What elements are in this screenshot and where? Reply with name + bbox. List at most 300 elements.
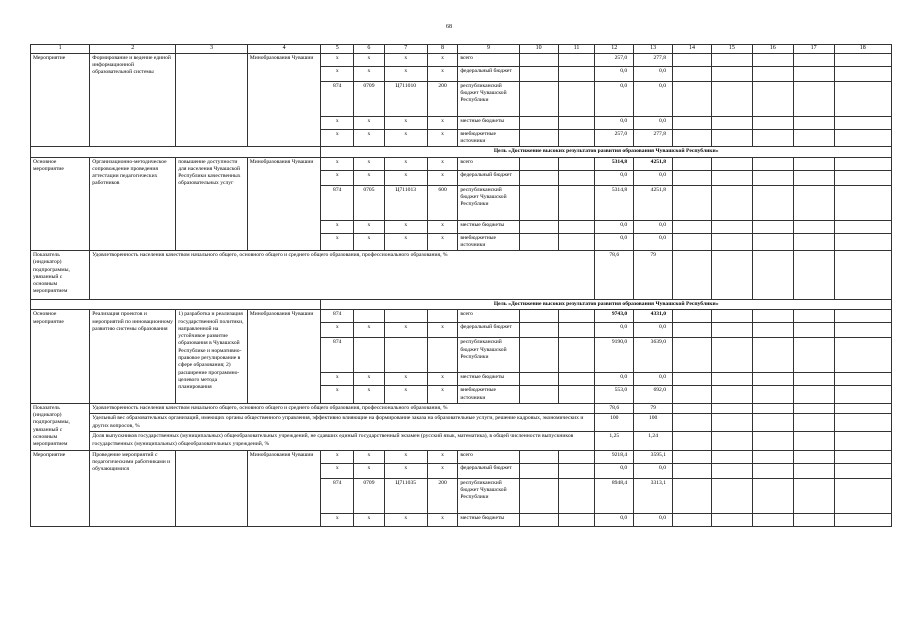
funding-source: республиканский бюджет Чувашской Республики [458, 478, 519, 513]
grbs-code: x [321, 463, 354, 478]
funding-source: местные бюджеты [458, 220, 519, 233]
expense-type-code: x [427, 450, 458, 463]
responsible-executor: Минобразования Чувашии [247, 157, 321, 251]
empty-cell [711, 403, 752, 414]
target-article-code: x [384, 233, 427, 251]
empty-cell [793, 251, 834, 300]
amount-col-13: 0,0 [634, 373, 673, 386]
empty-cell [673, 220, 712, 233]
indicator-value-13: 100 [634, 414, 673, 432]
amount-col-12: 0,0 [595, 463, 634, 478]
indicator-value-13: 79 [634, 403, 673, 414]
empty-cell [519, 463, 558, 478]
expense-type-code: x [427, 170, 458, 185]
empty-cell [558, 463, 595, 478]
section-code [354, 310, 385, 323]
empty-cell [752, 66, 793, 81]
column-number-cell: 11 [558, 45, 595, 54]
empty-cell [711, 414, 752, 432]
empty-cell [711, 251, 752, 300]
amount-col-12: 0,0 [595, 220, 634, 233]
column-number-cell: 15 [711, 45, 752, 54]
empty-cell [558, 338, 595, 373]
target-article-code: x [384, 220, 427, 233]
amount-col-12: 553,0 [595, 386, 634, 404]
empty-cell [711, 450, 752, 463]
budget-table [30, 44, 892, 527]
target-article-code: x [384, 463, 427, 478]
target-article-code: x [384, 513, 427, 526]
empty-cell [834, 66, 891, 81]
funding-source: всего [458, 53, 519, 66]
empty-cell [793, 463, 834, 478]
column-number-cell: 14 [673, 45, 712, 54]
amount-col-12: 9218,4 [595, 450, 634, 463]
empty-cell [834, 478, 891, 513]
empty-cell [673, 233, 712, 251]
empty-cell [752, 432, 793, 450]
empty-cell [558, 81, 595, 116]
empty-cell [834, 338, 891, 373]
empty-cell [752, 338, 793, 373]
expense-type-code: x [427, 463, 458, 478]
amount-col-12: 5314,8 [595, 185, 634, 220]
page-number: 68 [446, 24, 452, 30]
empty-cell [793, 323, 834, 338]
empty-cell [793, 373, 834, 386]
empty-cell [673, 129, 712, 147]
empty-cell [793, 116, 834, 129]
amount-col-12: 0,0 [595, 66, 634, 81]
activity-type: Основное мероприятие [31, 310, 90, 404]
target-article-code [384, 338, 427, 373]
empty-cell [519, 129, 558, 147]
target-article-code: Ц711013 [384, 185, 427, 220]
column-number-cell: 10 [519, 45, 558, 54]
empty-cell [558, 478, 595, 513]
amount-col-12: 0,0 [595, 170, 634, 185]
grbs-code: x [321, 323, 354, 338]
empty-cell [711, 432, 752, 450]
empty-cell [793, 220, 834, 233]
amount-col-13: 3313,1 [634, 478, 673, 513]
empty-cell [673, 66, 712, 81]
amount-col-12: 9190,0 [595, 338, 634, 373]
grbs-code: x [321, 386, 354, 404]
indicator-text: Удовлетворенность населения качеством начального общего, основного общего и среднего общего образования, профессионального образования, % [90, 251, 595, 300]
amount-col-13: 0,0 [634, 81, 673, 116]
empty-cell [793, 81, 834, 116]
target-article-code: x [384, 66, 427, 81]
empty-cell [752, 513, 793, 526]
empty-cell [834, 170, 891, 185]
indicator-text: Удовлетворенность населения качеством начального общего, основного общего и среднего общего образования, профессионального образования, % [90, 403, 595, 414]
target-article-code: x [384, 323, 427, 338]
expense-type-code: x [427, 233, 458, 251]
empty-cell [793, 66, 834, 81]
empty-cell [834, 129, 891, 147]
empty-cell [711, 373, 752, 386]
empty-cell [793, 185, 834, 220]
column-number-cell: 1 [31, 45, 90, 54]
empty-cell [673, 323, 712, 338]
empty-cell [793, 338, 834, 373]
amount-col-13: 4251,8 [634, 157, 673, 170]
responsible-executor: Минобразования Чувашии [247, 310, 321, 404]
empty-cell [673, 403, 712, 414]
column-number-cell: 17 [793, 45, 834, 54]
column-number-cell: 2 [90, 45, 176, 54]
empty-cell [558, 386, 595, 404]
empty-cell [519, 220, 558, 233]
amount-col-13: 0,0 [634, 513, 673, 526]
section-code: 0709 [354, 478, 385, 513]
empty-cell [519, 338, 558, 373]
empty-cell [673, 310, 712, 323]
empty-cell [752, 53, 793, 66]
empty-cell [673, 251, 712, 300]
amount-col-12: 257,0 [595, 53, 634, 66]
funding-source: местные бюджеты [458, 513, 519, 526]
empty-cell [752, 116, 793, 129]
section-code: x [354, 170, 385, 185]
empty-cell [558, 185, 595, 220]
section-code: x [354, 157, 385, 170]
expense-type-code: x [427, 386, 458, 404]
empty-cell [834, 251, 891, 300]
empty-cell [752, 323, 793, 338]
empty-cell [834, 414, 891, 432]
budget-line-row [31, 53, 892, 66]
indicator-value-12: 78,6 [595, 251, 634, 300]
empty-cell [673, 170, 712, 185]
column-number-cell: 16 [752, 45, 793, 54]
target-article-code: x [384, 450, 427, 463]
empty-cell [711, 116, 752, 129]
amount-col-12: 0,0 [595, 81, 634, 116]
indicator-label: Показатель (индикатор) подпрограммы, увязанный с основным мероприятием [31, 403, 90, 450]
empty-cell [793, 432, 834, 450]
empty-cell [558, 116, 595, 129]
indicator-row [31, 251, 892, 300]
section-code: x [354, 513, 385, 526]
amount-col-13: 4251,8 [634, 185, 673, 220]
empty-cell [519, 386, 558, 404]
target-article-code: x [384, 116, 427, 129]
amount-col-13: 0,0 [634, 116, 673, 129]
empty-cell [752, 373, 793, 386]
indicator-value-13: 79 [634, 251, 673, 300]
empty-cell [834, 81, 891, 116]
empty-cell [711, 338, 752, 373]
empty-cell [673, 116, 712, 129]
amount-col-12: 0,0 [595, 233, 634, 251]
expense-type-code: 200 [427, 81, 458, 116]
goal-title: Цель «Достижение высоких результатов развития образования Чувашской Республики» [321, 147, 892, 157]
empty-cell [711, 53, 752, 66]
goal-row [31, 300, 892, 310]
empty-cell [752, 233, 793, 251]
empty-cell [752, 478, 793, 513]
column-number-cell: 4 [247, 45, 321, 54]
expense-type-code: 600 [427, 185, 458, 220]
funding-source: внебюджетные источники [458, 129, 519, 147]
expense-type-code: x [427, 323, 458, 338]
empty-cell [673, 373, 712, 386]
expected-result [176, 53, 248, 147]
empty-cell [834, 220, 891, 233]
indicator-row [31, 403, 892, 414]
grbs-code: 874 [321, 478, 354, 513]
amount-col-13: 0,0 [634, 66, 673, 81]
empty-cell [793, 513, 834, 526]
empty-cell [673, 157, 712, 170]
expense-type-code [427, 310, 458, 323]
empty-cell [711, 233, 752, 251]
empty-cell [793, 170, 834, 185]
empty-cell [558, 450, 595, 463]
empty-cell [752, 386, 793, 404]
empty-cell [711, 386, 752, 404]
activity-name: Реализация проектов и мероприятий по инновационному развитию системы образования [90, 310, 176, 404]
indicator-text: Удельный вес образовательных организаций, имеющих органы общественного управления, эффективно влияющие на формирование заказа на образовательные услуги, решение кадровых, экономических и других вопросов, % [90, 414, 595, 432]
amount-col-13: 277,8 [634, 53, 673, 66]
empty-cell [673, 450, 712, 463]
empty-cell [558, 170, 595, 185]
section-code: x [354, 220, 385, 233]
empty-cell [711, 66, 752, 81]
amount-col-13: 0,0 [634, 220, 673, 233]
funding-source: внебюджетные источники [458, 233, 519, 251]
expected-result: 1) разработка и реализация государственной политики, направленной на устойчивое развитие образования в Чувашской Республике и нормативно-правовое регулирование в сфере образования; 2) расширение программно-целевого метода планирования [176, 310, 248, 404]
empty-cell [711, 310, 752, 323]
indicator-row [31, 414, 892, 432]
empty-cell [752, 157, 793, 170]
goal-blank-cell [31, 147, 321, 157]
funding-source: республиканский бюджет Чувашской Республики [458, 185, 519, 220]
responsible-executor: Минобразования Чувашии [247, 450, 321, 526]
empty-cell [752, 170, 793, 185]
amount-col-13: 0,0 [634, 170, 673, 185]
grbs-code: x [321, 129, 354, 147]
grbs-code: 874 [321, 81, 354, 116]
grbs-code: x [321, 157, 354, 170]
activity-name: Организационно-методическое сопровождение проведения аттестации педагогических работников [90, 157, 176, 251]
funding-source: федеральный бюджет [458, 463, 519, 478]
budget-table-sheet [30, 44, 892, 626]
empty-cell [519, 478, 558, 513]
empty-cell [834, 432, 891, 450]
empty-cell [558, 233, 595, 251]
empty-cell [752, 185, 793, 220]
column-number-cell: 18 [834, 45, 891, 54]
section-code: x [354, 66, 385, 81]
expense-type-code: x [427, 53, 458, 66]
empty-cell [673, 338, 712, 373]
column-number-cell: 6 [354, 45, 385, 54]
empty-cell [558, 66, 595, 81]
empty-cell [711, 220, 752, 233]
empty-cell [793, 129, 834, 147]
empty-cell [834, 185, 891, 220]
amount-col-13: 3639,0 [634, 338, 673, 373]
empty-cell [793, 450, 834, 463]
target-article-code: x [384, 129, 427, 147]
empty-cell [519, 450, 558, 463]
funding-source: всего [458, 450, 519, 463]
funding-source: республиканский бюджет Чувашской Республики [458, 338, 519, 373]
expense-type-code: x [427, 220, 458, 233]
empty-cell [711, 463, 752, 478]
empty-cell [834, 403, 891, 414]
column-number-cell: 8 [427, 45, 458, 54]
empty-cell [673, 463, 712, 478]
target-article-code: x [384, 157, 427, 170]
expense-type-code [427, 338, 458, 373]
responsible-executor: Минобразования Чувашии [247, 53, 321, 147]
empty-cell [752, 81, 793, 116]
amount-col-12: 9743,0 [595, 310, 634, 323]
expense-type-code: x [427, 129, 458, 147]
grbs-code: x [321, 450, 354, 463]
amount-col-12: 8948,4 [595, 478, 634, 513]
empty-cell [752, 403, 793, 414]
empty-cell [834, 53, 891, 66]
empty-cell [752, 310, 793, 323]
grbs-code: x [321, 53, 354, 66]
empty-cell [834, 323, 891, 338]
activity-type: Мероприятие [31, 450, 90, 526]
empty-cell [711, 323, 752, 338]
funding-source: внебюджетные источники [458, 386, 519, 404]
goal-title: Цель «Достижение высоких результатов развития образования Чувашской Республики» [321, 300, 892, 310]
grbs-code: x [321, 66, 354, 81]
column-number-row [31, 45, 892, 54]
empty-cell [673, 386, 712, 404]
budget-table-body [31, 45, 892, 527]
indicator-value-12: 100 [595, 414, 634, 432]
empty-cell [519, 116, 558, 129]
amount-col-13: 0,0 [634, 233, 673, 251]
empty-cell [793, 233, 834, 251]
indicator-row [31, 432, 892, 450]
funding-source: всего [458, 310, 519, 323]
empty-cell [519, 170, 558, 185]
amount-col-12: 0,0 [595, 513, 634, 526]
expense-type-code: x [427, 157, 458, 170]
empty-cell [834, 157, 891, 170]
goal-row [31, 147, 892, 157]
expense-type-code: x [427, 66, 458, 81]
empty-cell [519, 157, 558, 170]
section-code: x [354, 53, 385, 66]
empty-cell [834, 450, 891, 463]
goal-blank-cell [31, 300, 321, 310]
empty-cell [673, 53, 712, 66]
amount-col-12: 0,0 [595, 373, 634, 386]
empty-cell [711, 81, 752, 116]
amount-col-13: 0,0 [634, 463, 673, 478]
empty-cell [834, 513, 891, 526]
expense-type-code: 200 [427, 478, 458, 513]
empty-cell [673, 81, 712, 116]
empty-cell [793, 310, 834, 323]
indicator-value-13: 1,24 [634, 432, 673, 450]
target-article-code [384, 310, 427, 323]
section-code: 0705 [354, 185, 385, 220]
activity-name: Проведение мероприятий с педагогическими работниками и обучающимися [90, 450, 176, 526]
column-number-cell: 13 [634, 45, 673, 54]
empty-cell [673, 478, 712, 513]
empty-cell [834, 310, 891, 323]
column-number-cell: 12 [595, 45, 634, 54]
activity-type: Мероприятие [31, 53, 90, 147]
grbs-code: x [321, 513, 354, 526]
empty-cell [558, 53, 595, 66]
empty-cell [752, 129, 793, 147]
empty-cell [711, 129, 752, 147]
column-number-cell: 7 [384, 45, 427, 54]
empty-cell [834, 373, 891, 386]
empty-cell [793, 478, 834, 513]
amount-col-12: 257,0 [595, 129, 634, 147]
target-article-code: x [384, 373, 427, 386]
expected-result [176, 450, 248, 526]
empty-cell [558, 373, 595, 386]
budget-line-row [31, 157, 892, 170]
indicator-value-12: 1,25 [595, 432, 634, 450]
expense-type-code: x [427, 373, 458, 386]
section-code [354, 338, 385, 373]
empty-cell [519, 66, 558, 81]
budget-line-row [31, 310, 892, 323]
section-code: x [354, 373, 385, 386]
target-article-code: x [384, 53, 427, 66]
indicator-value-12: 78,6 [595, 403, 634, 414]
column-number-cell: 5 [321, 45, 354, 54]
section-code: 0709 [354, 81, 385, 116]
empty-cell [673, 513, 712, 526]
empty-cell [519, 373, 558, 386]
expense-type-code: x [427, 513, 458, 526]
empty-cell [673, 432, 712, 450]
target-article-code: Ц711035 [384, 478, 427, 513]
empty-cell [711, 185, 752, 220]
empty-cell [752, 414, 793, 432]
empty-cell [519, 233, 558, 251]
expense-type-code: x [427, 116, 458, 129]
empty-cell [711, 513, 752, 526]
empty-cell [519, 81, 558, 116]
empty-cell [793, 414, 834, 432]
empty-cell [558, 220, 595, 233]
empty-cell [752, 251, 793, 300]
funding-source: федеральный бюджет [458, 323, 519, 338]
empty-cell [673, 414, 712, 432]
amount-col-13: 692,0 [634, 386, 673, 404]
empty-cell [711, 157, 752, 170]
empty-cell [834, 463, 891, 478]
empty-cell [519, 53, 558, 66]
funding-source: федеральный бюджет [458, 66, 519, 81]
empty-cell [519, 323, 558, 338]
indicator-label: Показатель (индикатор) подпрограммы, увязанный с основным мероприятием [31, 251, 90, 300]
grbs-code: x [321, 233, 354, 251]
empty-cell [519, 513, 558, 526]
empty-cell [793, 157, 834, 170]
amount-col-13: 277,8 [634, 129, 673, 147]
empty-cell [558, 129, 595, 147]
